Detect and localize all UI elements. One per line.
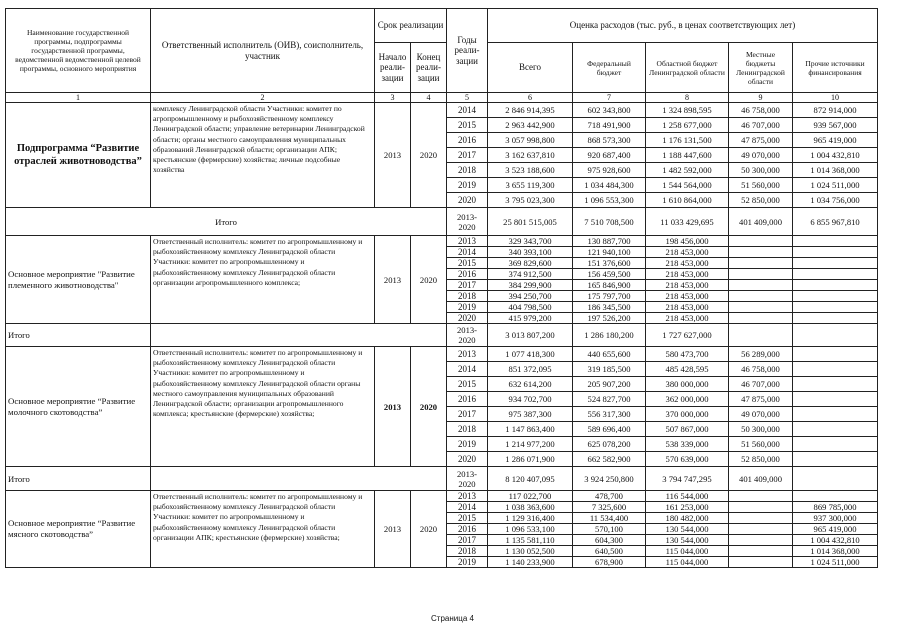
other-cell: 965 419,000 [793, 524, 878, 535]
regional-cell: 218 453,000 [646, 280, 729, 291]
year-cell: 2014 [447, 247, 488, 258]
col-number: 4 [411, 93, 447, 103]
total-cell: 329 343,700 [488, 236, 573, 247]
header-period: Срок реализации [375, 9, 447, 43]
program-name-cell: Основное мероприятие “Развитие мясного скотоводства” [6, 491, 151, 568]
local-cell [729, 557, 793, 568]
local-cell: 52 850,000 [729, 452, 793, 467]
empty-cell [151, 324, 447, 347]
itogo-local: 401 409,000 [729, 467, 793, 491]
regional-cell: 218 453,000 [646, 247, 729, 258]
table-row [6, 347, 878, 362]
start-year-cell: 2013 [375, 236, 411, 324]
local-cell: 50 300,000 [729, 422, 793, 437]
other-cell [793, 407, 878, 422]
local-cell: 51 560,000 [729, 178, 793, 193]
itogo-other [793, 324, 878, 347]
year-cell: 2015 [447, 118, 488, 133]
total-cell: 117 022,700 [488, 491, 573, 502]
total-cell: 340 393,100 [488, 247, 573, 258]
itogo-label: Итого [6, 208, 447, 236]
year-cell: 2014 [447, 502, 488, 513]
year-cell: 2019 [447, 437, 488, 452]
local-cell: 56 289,000 [729, 347, 793, 362]
page-footer: Страница 4 [431, 614, 474, 623]
federal-cell: 920 687,400 [573, 148, 646, 163]
local-cell: 47 875,000 [729, 392, 793, 407]
local-cell [729, 236, 793, 247]
federal-cell: 589 696,400 [573, 422, 646, 437]
local-cell [729, 313, 793, 324]
header-other: Прочие источники финансирования [793, 43, 878, 93]
year-cell: 2017 [447, 535, 488, 546]
federal-cell: 440 655,600 [573, 347, 646, 362]
regional-cell: 198 456,000 [646, 236, 729, 247]
federal-cell: 678,900 [573, 557, 646, 568]
year-cell: 2017 [447, 148, 488, 163]
local-cell [729, 269, 793, 280]
total-cell: 632 614,200 [488, 377, 573, 392]
other-cell [793, 258, 878, 269]
other-cell: 1 004 432,810 [793, 148, 878, 163]
federal-cell: 975 928,600 [573, 163, 646, 178]
empty-cell [151, 467, 447, 491]
year-cell: 2017 [447, 407, 488, 422]
total-cell: 2 963 442,900 [488, 118, 573, 133]
other-cell: 869 785,000 [793, 502, 878, 513]
itogo-label: Итого [6, 324, 151, 347]
federal-cell: 197 526,200 [573, 313, 646, 324]
executor-cell: комплексу Ленинградской области Участники: комитет по агропромышленному и рыбохозяйственному комплексу Ленинградской области; управление ветеринарии Ленинградской области; органы местного самоуправления муниципальных образований Ленинградской области; организации АПК; крестьянские (фермерские) хозяйства; личные подсобные хозяйства [151, 103, 375, 208]
regional-cell: 485 428,595 [646, 362, 729, 377]
regional-cell: 218 453,000 [646, 313, 729, 324]
year-cell: 2016 [447, 392, 488, 407]
col-number: 10 [793, 93, 878, 103]
year-cell: 2015 [447, 513, 488, 524]
itogo-regional: 1 727 627,000 [646, 324, 729, 347]
header-federal: Федеральный бюджет [573, 43, 646, 93]
regional-cell: 380 000,000 [646, 377, 729, 392]
total-cell: 3 162 637,810 [488, 148, 573, 163]
other-cell [793, 269, 878, 280]
local-cell: 52 850,000 [729, 193, 793, 208]
local-cell [729, 535, 793, 546]
federal-cell: 205 907,200 [573, 377, 646, 392]
other-cell [793, 313, 878, 324]
program-name-cell: Основное мероприятие “Развитие молочного скотоводства” [6, 347, 151, 467]
itogo-federal: 1 286 180,200 [573, 324, 646, 347]
federal-cell: 718 491,900 [573, 118, 646, 133]
other-cell [793, 452, 878, 467]
total-cell: 415 979,200 [488, 313, 573, 324]
other-cell [793, 247, 878, 258]
total-cell: 3 655 119,300 [488, 178, 573, 193]
itogo-row [6, 208, 878, 236]
total-cell: 934 702,700 [488, 392, 573, 407]
header-regional: Областной бюджет Ленинградской области [646, 43, 729, 93]
local-cell [729, 491, 793, 502]
table-row [6, 491, 878, 502]
total-cell: 3 795 023,300 [488, 193, 573, 208]
local-cell: 46 758,000 [729, 362, 793, 377]
federal-cell: 165 846,900 [573, 280, 646, 291]
header-local: Местные бюджеты Ленинградской области [729, 43, 793, 93]
regional-cell: 1 188 447,600 [646, 148, 729, 163]
total-cell: 1 214 977,200 [488, 437, 573, 452]
itogo-row [6, 324, 878, 347]
regional-cell: 370 000,000 [646, 407, 729, 422]
federal-cell: 11 534,400 [573, 513, 646, 524]
federal-cell: 570,100 [573, 524, 646, 535]
year-cell: 2020 [447, 193, 488, 208]
local-cell [729, 502, 793, 513]
itogo-years: 2013-2020 [447, 208, 488, 236]
itogo-row [6, 467, 878, 491]
total-cell: 3 523 188,600 [488, 163, 573, 178]
local-cell: 49 070,000 [729, 407, 793, 422]
federal-cell: 319 185,500 [573, 362, 646, 377]
regional-cell: 180 482,000 [646, 513, 729, 524]
itogo-other: 6 855 967,810 [793, 208, 878, 236]
start-year-cell: 2013 [375, 347, 411, 467]
total-cell: 1 135 581,110 [488, 535, 573, 546]
year-cell: 2015 [447, 377, 488, 392]
federal-cell: 121 940,100 [573, 247, 646, 258]
total-cell: 1 129 316,400 [488, 513, 573, 524]
total-cell: 851 372,095 [488, 362, 573, 377]
year-cell: 2013 [447, 236, 488, 247]
col-number: 9 [729, 93, 793, 103]
year-cell: 2017 [447, 280, 488, 291]
year-cell: 2018 [447, 546, 488, 557]
regional-cell: 570 639,000 [646, 452, 729, 467]
regional-cell: 507 867,000 [646, 422, 729, 437]
regional-cell: 1 610 864,000 [646, 193, 729, 208]
program-name-cell: Основное мероприятие "Развитие племенного животноводства" [6, 236, 151, 324]
header-years: Годы реали-зации [447, 9, 488, 93]
year-cell: 2016 [447, 269, 488, 280]
year-cell: 2019 [447, 302, 488, 313]
federal-cell: 625 078,200 [573, 437, 646, 452]
budget-table [5, 8, 878, 568]
total-cell: 394 250,700 [488, 291, 573, 302]
total-cell: 1 077 418,300 [488, 347, 573, 362]
col-number: 6 [488, 93, 573, 103]
header-numbers-row [6, 93, 878, 103]
total-cell: 1 286 071,900 [488, 452, 573, 467]
total-cell: 1 130 052,500 [488, 546, 573, 557]
other-cell: 1 034 756,000 [793, 193, 878, 208]
regional-cell: 218 453,000 [646, 269, 729, 280]
table-body [6, 9, 878, 568]
other-cell: 1 014 368,000 [793, 163, 878, 178]
year-cell: 2019 [447, 557, 488, 568]
year-cell: 2020 [447, 313, 488, 324]
year-cell: 2013 [447, 347, 488, 362]
other-cell: 872 914,000 [793, 103, 878, 118]
regional-cell: 130 544,000 [646, 535, 729, 546]
year-cell: 2018 [447, 163, 488, 178]
local-cell [729, 247, 793, 258]
total-cell: 1 096 533,100 [488, 524, 573, 535]
local-cell: 46 707,000 [729, 118, 793, 133]
federal-cell: 186 345,500 [573, 302, 646, 313]
total-cell: 404 798,500 [488, 302, 573, 313]
local-cell: 49 070,000 [729, 148, 793, 163]
total-cell: 1 038 363,600 [488, 502, 573, 513]
year-cell: 2018 [447, 291, 488, 302]
regional-cell: 116 544,000 [646, 491, 729, 502]
itogo-local: 401 409,000 [729, 208, 793, 236]
other-cell [793, 302, 878, 313]
regional-cell: 161 253,000 [646, 502, 729, 513]
itogo-total: 3 013 807,200 [488, 324, 573, 347]
year-cell: 2014 [447, 362, 488, 377]
year-cell: 2018 [447, 422, 488, 437]
federal-cell: 556 317,300 [573, 407, 646, 422]
other-cell: 939 567,000 [793, 118, 878, 133]
federal-cell: 524 827,700 [573, 392, 646, 407]
federal-cell: 604,300 [573, 535, 646, 546]
header-end: Конец реали-зации [411, 43, 447, 93]
itogo-total: 25 801 515,005 [488, 208, 573, 236]
header-row-1 [6, 9, 878, 43]
federal-cell: 156 459,500 [573, 269, 646, 280]
header-start: Начало реали-зации [375, 43, 411, 93]
federal-cell: 1 034 484,300 [573, 178, 646, 193]
col-number: 5 [447, 93, 488, 103]
regional-cell: 580 473,700 [646, 347, 729, 362]
local-cell [729, 291, 793, 302]
local-cell [729, 302, 793, 313]
regional-cell: 1 176 131,500 [646, 133, 729, 148]
header-program: Наименование государственной программы, подпрограммы государственной программы, ведомственной ведомственной целевой программы, основного мероприятия [6, 9, 151, 93]
itogo-label: Итого [6, 467, 151, 491]
budget-table-page [5, 8, 878, 568]
total-cell: 2 846 914,395 [488, 103, 573, 118]
total-cell: 369 829,600 [488, 258, 573, 269]
regional-cell: 115 044,000 [646, 546, 729, 557]
total-cell: 374 912,500 [488, 269, 573, 280]
other-cell [793, 347, 878, 362]
local-cell: 51 560,000 [729, 437, 793, 452]
other-cell [793, 491, 878, 502]
start-year-cell: 2013 [375, 491, 411, 568]
table-row [6, 236, 878, 247]
local-cell: 46 707,000 [729, 377, 793, 392]
other-cell [793, 377, 878, 392]
local-cell: 47 875,000 [729, 133, 793, 148]
federal-cell: 151 376,600 [573, 258, 646, 269]
itogo-regional: 11 033 429,695 [646, 208, 729, 236]
local-cell [729, 524, 793, 535]
regional-cell: 218 453,000 [646, 302, 729, 313]
federal-cell: 7 325,600 [573, 502, 646, 513]
regional-cell: 115 044,000 [646, 557, 729, 568]
regional-cell: 1 258 677,000 [646, 118, 729, 133]
federal-cell: 602 343,800 [573, 103, 646, 118]
itogo-local [729, 324, 793, 347]
year-cell: 2016 [447, 133, 488, 148]
itogo-total: 8 120 407,095 [488, 467, 573, 491]
itogo-years: 2013-2020 [447, 324, 488, 347]
other-cell: 1 014 368,000 [793, 546, 878, 557]
col-number: 3 [375, 93, 411, 103]
local-cell [729, 513, 793, 524]
itogo-federal: 3 924 250,800 [573, 467, 646, 491]
local-cell: 46 758,000 [729, 103, 793, 118]
federal-cell: 640,500 [573, 546, 646, 557]
executor-cell: Ответственный исполнитель: комитет по агропромышленному и рыбохозяйственному комплексу Ленинградской области Участники: комитет по агропромышленному и рыбохозяйственному комплексу Ленинградской области организации агропромышленного комплекса; [151, 236, 375, 324]
regional-cell: 538 339,000 [646, 437, 729, 452]
col-number: 7 [573, 93, 646, 103]
itogo-other [793, 467, 878, 491]
header-executor: Ответственный исполнитель (ОИВ), соисполнитель, участник [151, 9, 375, 93]
federal-cell: 130 887,700 [573, 236, 646, 247]
executor-cell: Ответственный исполнитель: комитет по агропромышленному и рыбохозяйственному комплексу Ленинградской области Участники: комитет по агропромышленному и рыбохозяйственному комплексу Ленинградской области органы местного самоуправления муниципальных образований Ленинградской области; организации агропромышленного комплекса; крестьянские (фермерские) хозяйства; [151, 347, 375, 467]
other-cell: 1 024 511,000 [793, 557, 878, 568]
end-year-cell: 2020 [411, 347, 447, 467]
executor-cell: Ответственный исполнитель: комитет по агропромышленному и рыбохозяйственному комплексу Ленинградской области Участники: комитет по агропромышленному и рыбохозяйственному комплексу Ленинградской области организации АПК; крестьянские (фермерские) хозяйства; [151, 491, 375, 568]
program-name-cell: Подпрограмма “Развитие отраслей животноводства” [6, 103, 151, 208]
year-cell: 2014 [447, 103, 488, 118]
other-cell [793, 437, 878, 452]
total-cell: 384 299,900 [488, 280, 573, 291]
total-cell: 3 057 998,800 [488, 133, 573, 148]
regional-cell: 1 324 898,595 [646, 103, 729, 118]
end-year-cell: 2020 [411, 491, 447, 568]
local-cell [729, 258, 793, 269]
other-cell: 1 004 432,810 [793, 535, 878, 546]
other-cell: 1 024 511,000 [793, 178, 878, 193]
start-year-cell: 2013 [375, 103, 411, 208]
header-total: Всего [488, 43, 573, 93]
col-number: 8 [646, 93, 729, 103]
other-cell: 937 300,000 [793, 513, 878, 524]
local-cell [729, 546, 793, 557]
itogo-federal: 7 510 708,500 [573, 208, 646, 236]
local-cell: 50 300,000 [729, 163, 793, 178]
table-row [6, 103, 878, 118]
itogo-years: 2013-2020 [447, 467, 488, 491]
federal-cell: 662 582,900 [573, 452, 646, 467]
col-number: 1 [6, 93, 151, 103]
regional-cell: 1 482 592,000 [646, 163, 729, 178]
year-cell: 2019 [447, 178, 488, 193]
regional-cell: 362 000,000 [646, 392, 729, 407]
end-year-cell: 2020 [411, 236, 447, 324]
other-cell: 965 419,000 [793, 133, 878, 148]
itogo-regional: 3 794 747,295 [646, 467, 729, 491]
regional-cell: 130 544,000 [646, 524, 729, 535]
header-estimate: Оценка расходов (тыс. руб., в ценах соответствующих лет) [488, 9, 878, 43]
regional-cell: 1 544 564,000 [646, 178, 729, 193]
federal-cell: 175 797,700 [573, 291, 646, 302]
regional-cell: 218 453,000 [646, 291, 729, 302]
total-cell: 975 387,300 [488, 407, 573, 422]
year-cell: 2016 [447, 524, 488, 535]
federal-cell: 478,700 [573, 491, 646, 502]
local-cell [729, 280, 793, 291]
other-cell [793, 392, 878, 407]
other-cell [793, 291, 878, 302]
col-number: 2 [151, 93, 375, 103]
year-cell: 2013 [447, 491, 488, 502]
other-cell [793, 362, 878, 377]
other-cell [793, 422, 878, 437]
other-cell [793, 236, 878, 247]
year-cell: 2020 [447, 452, 488, 467]
end-year-cell: 2020 [411, 103, 447, 208]
federal-cell: 1 096 553,300 [573, 193, 646, 208]
year-cell: 2015 [447, 258, 488, 269]
total-cell: 1 147 863,400 [488, 422, 573, 437]
federal-cell: 868 573,300 [573, 133, 646, 148]
regional-cell: 218 453,000 [646, 258, 729, 269]
total-cell: 1 140 233,900 [488, 557, 573, 568]
other-cell [793, 280, 878, 291]
